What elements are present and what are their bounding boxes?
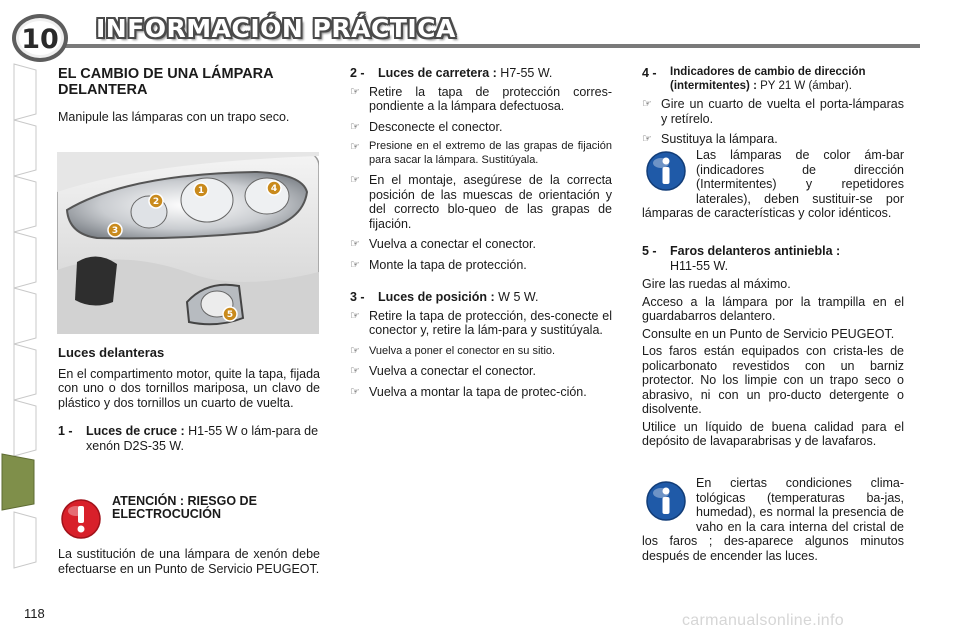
callout-4: 4 bbox=[270, 184, 278, 194]
hand-pointer-icon: ☞ bbox=[642, 98, 652, 110]
page-number: 118 bbox=[24, 606, 45, 621]
hand-pointer-icon: ☞ bbox=[350, 258, 360, 271]
item-2 bbox=[350, 66, 612, 81]
hand-pointer-icon: ☞ bbox=[642, 133, 652, 145]
step-text: Sustituya la lámpara. bbox=[661, 132, 778, 146]
section-heading: EL CAMBIO DE UNA LÁMPARA DELANTERA bbox=[58, 66, 274, 98]
body-text: En el compartimento motor, quite la tapa, fijada con uno o dos tornillos mariposa, un clavo de plástico y dos tornillos un cuarto de vuelta. bbox=[58, 366, 320, 410]
warning-title: ATENCIÓN : RIESGO DE ELECTROCUCIÓN bbox=[112, 494, 257, 521]
item-label: Indicadores de cambio de dirección (intermitentes) : bbox=[670, 66, 866, 92]
info-note-text: En ciertas condiciones clima-tológicas (temperaturas ba-jas, humedad), es normal la presencia de vaho en la cara interna del cristal de los faros ; des-aparece algunos minutos después de encender las luces. bbox=[642, 476, 904, 563]
step-text: Vuelva a conectar el conector. bbox=[369, 364, 536, 378]
subheading: Luces delanteras bbox=[58, 345, 165, 360]
hand-pointer-icon: ☞ bbox=[350, 120, 360, 133]
item-3 bbox=[350, 290, 612, 305]
callout-3: 3 bbox=[111, 226, 119, 236]
item-label: Luces de cruce : bbox=[86, 424, 185, 438]
item-1 bbox=[58, 424, 320, 453]
headlight-photo bbox=[57, 152, 319, 334]
step-text: Retire la tapa de protección corres-pondiente a la lámpara defectuosa. bbox=[369, 84, 612, 113]
step-text: Vuelva a conectar el conector. bbox=[369, 237, 536, 251]
callout-5: 5 bbox=[226, 310, 234, 320]
hand-pointer-icon: ☞ bbox=[350, 365, 360, 377]
callout-1: 1 bbox=[197, 186, 205, 196]
item-4 bbox=[642, 66, 904, 93]
info-note-1 bbox=[642, 148, 904, 221]
chapter-badge bbox=[10, 12, 70, 64]
item-label: Luces de carretera : bbox=[378, 66, 497, 80]
item-number: 2 - bbox=[350, 66, 365, 80]
step-text: Vuelva a montar la tapa de protec-ción. bbox=[369, 384, 587, 399]
step-text: Desconecte el conector. bbox=[369, 119, 503, 134]
step-text: Gire un cuarto de vuelta el porta-lámparas y retírelo. bbox=[661, 97, 904, 126]
item-value: PY 21 W (ámbar). bbox=[760, 79, 852, 92]
step-text: Presione en el extremo de las grapas de fijación para sacar la lámpara. Sustitúyala. bbox=[369, 140, 612, 166]
header-rule bbox=[60, 44, 920, 48]
paragraph: Gire las ruedas al máximo. bbox=[642, 277, 791, 291]
info-note-text: Las lámparas de color ám-bar (indicadores de dirección (Intermitentes) y repetidores laterales), deben sustituir-se por lámparas de características y color idénticos. bbox=[642, 148, 904, 220]
hand-pointer-icon: ☞ bbox=[350, 309, 360, 322]
hand-pointer-icon: ☞ bbox=[350, 238, 360, 250]
watermark: carmanualsonline.info bbox=[682, 612, 844, 629]
info-note-2 bbox=[642, 476, 904, 563]
warning-icon bbox=[60, 498, 102, 540]
paragraph: Acceso a la lámpara por la trampilla en el guardabarros delantero. bbox=[642, 294, 904, 323]
paragraph: Los faros están equipados con crista-les de policarbonato revestidos con un barniz protector. No los limpie con un trapo seco o abrasivo, ni con un pro-ducto detergente o disolvente. bbox=[642, 344, 904, 416]
item-number: 4 - bbox=[642, 66, 657, 80]
callout-2: 2 bbox=[152, 197, 160, 207]
item-value: W 5 W. bbox=[498, 290, 539, 304]
step-text: Monte la tapa de protección. bbox=[369, 257, 527, 272]
hand-pointer-icon: ☞ bbox=[350, 85, 360, 98]
step-text: Retire la tapa de protección, des-conecte el conector y, retire la lám-para y sustitúyala. bbox=[369, 308, 612, 337]
step-text: Vuelva a poner el conector en su sitio. bbox=[369, 344, 556, 357]
hand-pointer-icon: ☞ bbox=[350, 385, 360, 398]
item-number: 3 - bbox=[350, 290, 365, 304]
item-value: H7-55 W. bbox=[500, 66, 553, 80]
paragraph: Consulte en un Punto de Servicio PEUGEOT. bbox=[642, 326, 895, 341]
hand-pointer-icon: ☞ bbox=[350, 344, 360, 357]
item-number: 5 - bbox=[642, 244, 657, 258]
warning-text: La sustitución de una lámpara de xenón debe efectuarse en un Punto de Servicio PEUGEOT. bbox=[58, 547, 320, 576]
chapter-side-tabs bbox=[0, 62, 46, 582]
step-text: En el montaje, asegúrese de la correcta posición de las muescas de orientación y del correcto blo-queo de las grapas de fijación. bbox=[369, 173, 612, 231]
chapter-title: INFORMACIÓN PRÁCTICA bbox=[96, 14, 456, 43]
item-5 bbox=[642, 244, 904, 273]
active-chapter-tab bbox=[2, 454, 34, 510]
item-label: Luces de posición : bbox=[378, 290, 495, 304]
chapter-number: 10 bbox=[21, 24, 59, 55]
item-value: H11-55 W. bbox=[670, 258, 729, 273]
hand-pointer-icon: ☞ bbox=[350, 174, 360, 186]
item-label: Faros delanteros antiniebla : bbox=[670, 244, 841, 258]
item-number: 1 - bbox=[58, 424, 73, 438]
paragraph: Utilice un líquido de buena calidad para el depósito de lavaparabrisas y de lavafaros. bbox=[642, 419, 904, 448]
intro-text: Manipule las lámparas con un trapo seco. bbox=[58, 110, 290, 124]
item-value: H1-55 W o lám-para de xenón D2S-35 W. bbox=[86, 424, 319, 453]
hand-pointer-icon: ☞ bbox=[350, 141, 360, 153]
